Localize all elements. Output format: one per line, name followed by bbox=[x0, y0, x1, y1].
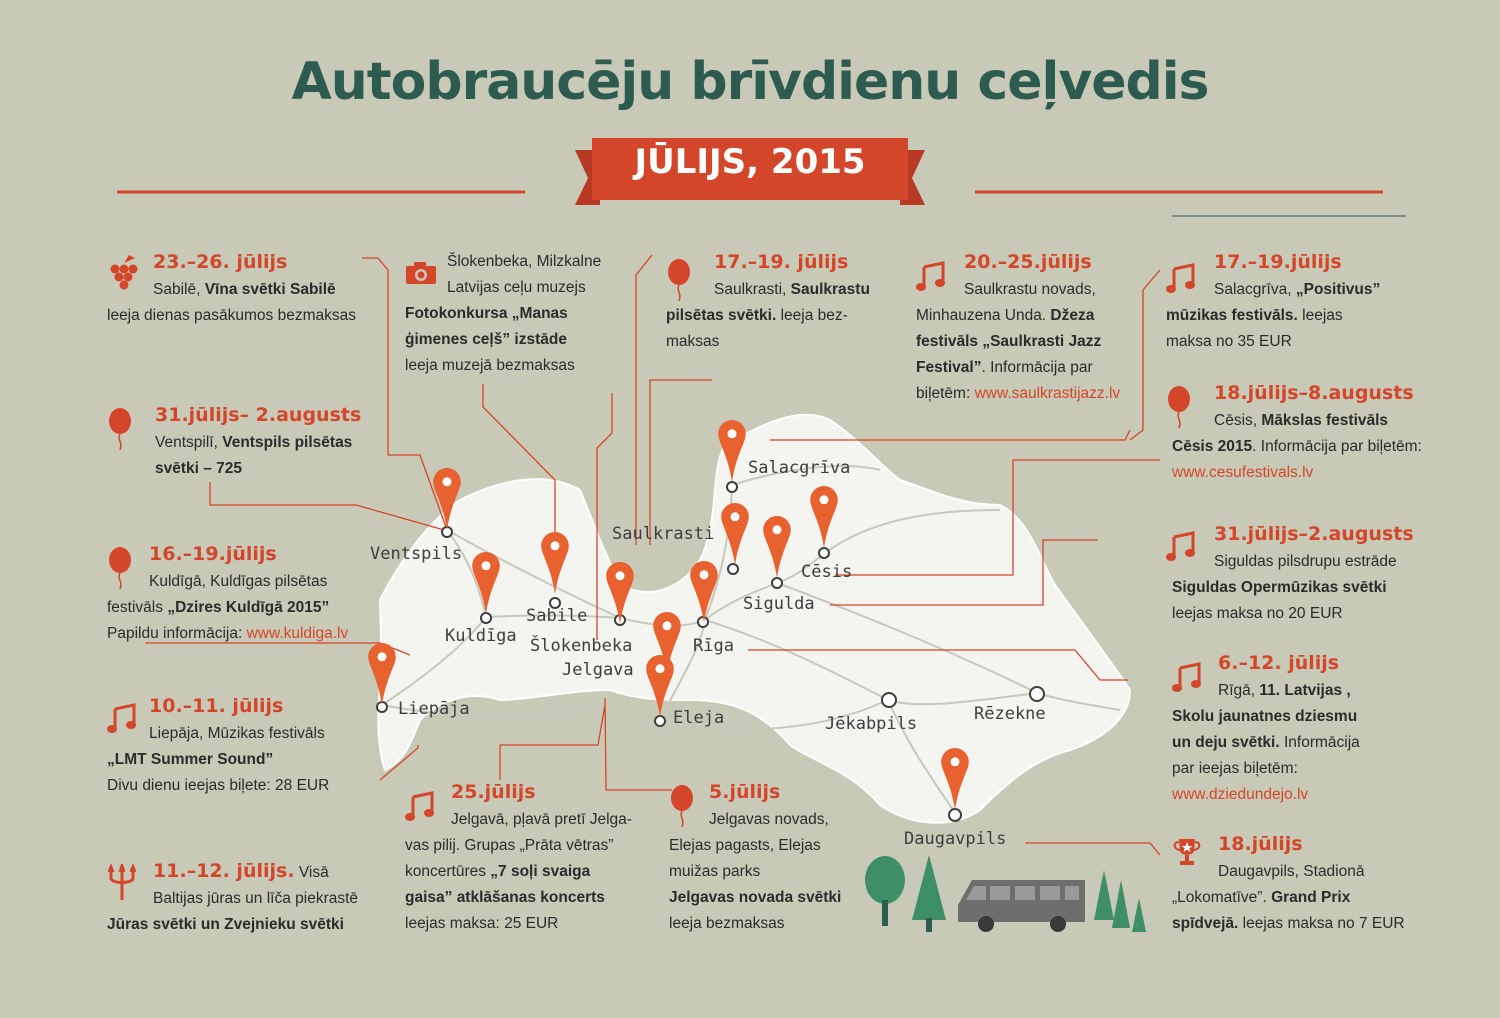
event-text: muižas parks bbox=[669, 863, 761, 880]
event-title: Jūras svētki un Zvejnieku svētki bbox=[107, 916, 344, 933]
event-text: „Lokomatīve”. bbox=[1172, 889, 1272, 906]
event-title: Cēsis 2015 bbox=[1172, 438, 1253, 455]
event-title: 11. Latvijas , bbox=[1259, 682, 1351, 699]
event-title: „7 soļi svaiga bbox=[490, 863, 591, 880]
event-text: leejas maksa: 25 EUR bbox=[405, 915, 559, 932]
event-date: 20.–25.jūlijs bbox=[964, 251, 1092, 273]
event-link[interactable]: www.kuldiga.lv bbox=[246, 625, 349, 642]
camera-icon bbox=[405, 261, 437, 285]
event-positivus bbox=[1166, 249, 1396, 355]
event-juras-svetki bbox=[107, 858, 397, 938]
event-title: pilsētas svētki. bbox=[666, 307, 777, 324]
event-title: Vīna svētki Sabilē bbox=[204, 281, 336, 298]
bus-icon bbox=[958, 880, 1085, 932]
event-text: Daugavpils, Stadionā bbox=[1218, 863, 1365, 880]
event-text: Papildu informācija: bbox=[107, 625, 247, 642]
city-label-eleja: Eleja bbox=[673, 708, 725, 728]
event-cesis bbox=[1166, 380, 1466, 486]
grapes-icon bbox=[107, 253, 141, 293]
city-label-kuldiga: Kuldīga bbox=[445, 626, 517, 646]
event-text: Informācija bbox=[1279, 734, 1360, 751]
city-label-ventspils: Ventspils bbox=[370, 544, 463, 564]
event-text: koncertūres bbox=[405, 863, 491, 880]
city-label-saulkrasti: Saulkrasti bbox=[612, 524, 715, 544]
event-text: Minhauzena Unda. bbox=[916, 307, 1051, 324]
event-text: leeja muzejā bezmaksas bbox=[405, 357, 575, 374]
event-date: 17.–19. jūlijs bbox=[714, 251, 849, 273]
event-jelgava bbox=[405, 779, 655, 937]
event-text: Saulkrastu novads, bbox=[964, 281, 1096, 298]
event-date: 31.jūlijs– 2.augusts bbox=[155, 404, 362, 426]
city-label-daugavpils: Daugavpils bbox=[904, 829, 1007, 849]
month-banner: JŪLIJS, 2015 bbox=[634, 142, 866, 182]
event-text: leejas maksa no 7 EUR bbox=[1238, 915, 1405, 932]
event-link[interactable]: www.saulkrastijazz.lv bbox=[974, 385, 1121, 402]
balloon-icon bbox=[669, 785, 695, 827]
music-icon bbox=[1166, 531, 1196, 561]
city-label-sabile: Sabile bbox=[526, 606, 588, 626]
city-label-jekabpils: Jēkabpils bbox=[825, 714, 918, 734]
event-text: par ieejas biļetēm: bbox=[1172, 760, 1298, 777]
event-ventspils bbox=[107, 402, 397, 482]
balloon-icon bbox=[666, 259, 692, 301]
event-sigulda bbox=[1166, 521, 1466, 627]
event-date: 6.–12. jūlijs bbox=[1218, 652, 1340, 674]
event-text: Salacgrīva, bbox=[1214, 281, 1296, 298]
balloon-icon bbox=[107, 547, 133, 589]
trophy-icon bbox=[1172, 837, 1202, 869]
event-text: biļetēm: bbox=[916, 385, 975, 402]
event-date: 16.–19.jūlijs bbox=[149, 543, 277, 565]
event-text: Šlokenbeka, Milzkalne bbox=[447, 253, 602, 270]
event-text: . Informācija par bbox=[981, 359, 1093, 376]
event-text: Jelgavā, pļavā pretī Jelga- bbox=[451, 811, 632, 828]
city-label-riga: Rīga bbox=[693, 636, 734, 656]
event-date: 10.–11. jūlijs bbox=[149, 695, 284, 717]
event-text: leeja dienas pasākumos bezmaksas bbox=[107, 307, 356, 324]
event-text: leeja bezmaksas bbox=[669, 915, 785, 932]
event-text: leejas bbox=[1297, 307, 1343, 324]
event-text: Visā bbox=[294, 864, 329, 881]
event-title: Skolu jaunatnes dziesmu bbox=[1172, 708, 1358, 725]
event-text: festivāls bbox=[107, 599, 168, 616]
city-label-liepaja: Liepāja bbox=[398, 699, 470, 719]
page-title: Autobraucēju brīvdienu ceļvedis bbox=[291, 52, 1209, 112]
event-saulkrasti bbox=[666, 249, 886, 355]
event-text: maksa no 35 EUR bbox=[1166, 333, 1292, 350]
balloon-icon bbox=[1166, 386, 1192, 428]
event-title: Festival” bbox=[916, 359, 982, 376]
music-icon bbox=[1166, 263, 1196, 293]
balloon-icon bbox=[107, 408, 133, 450]
trident-icon bbox=[107, 864, 137, 902]
event-title: Fotokonkursa „Manas bbox=[405, 305, 568, 322]
event-text: Divu dienu ieejas biļete: 28 EUR bbox=[107, 777, 330, 794]
event-title: „Positivus” bbox=[1295, 281, 1381, 298]
event-date: 5.jūlijs bbox=[709, 781, 781, 803]
event-kuldiga bbox=[107, 541, 397, 647]
event-text: Elejas pagasts, Elejas bbox=[669, 837, 821, 854]
music-icon bbox=[405, 791, 435, 821]
event-sabile bbox=[107, 249, 377, 329]
event-title: Siguldas Opermūzikas svētki bbox=[1172, 579, 1387, 596]
event-text: Ventspilī, bbox=[155, 434, 223, 451]
event-text: Latvijas ceļu muzejs bbox=[447, 279, 586, 296]
event-text: leeja bez- bbox=[776, 307, 848, 324]
event-title: un deju svētki. bbox=[1172, 734, 1280, 751]
event-liepaja bbox=[107, 693, 397, 799]
city-label-rezekne: Rēzekne bbox=[974, 704, 1046, 724]
event-text: vas pilij. Grupas „Prāta vētras” bbox=[405, 837, 614, 854]
event-date: 25.jūlijs bbox=[451, 781, 536, 803]
event-text: Kuldīgā, Kuldīgas pilsētas bbox=[149, 573, 328, 590]
event-title: „LMT Summer Sound” bbox=[107, 751, 274, 768]
music-icon bbox=[1172, 662, 1202, 692]
event-date: 31.jūlijs–2.augusts bbox=[1214, 523, 1414, 545]
event-title: ģimenes ceļš” izstāde bbox=[405, 331, 567, 348]
event-text: maksas bbox=[666, 333, 720, 350]
event-title: Mākslas festivāls bbox=[1261, 412, 1389, 429]
event-daugavpils bbox=[1172, 831, 1432, 937]
event-title: mūzikas festivāls. bbox=[1166, 307, 1298, 324]
event-text: Jelgavas novads, bbox=[709, 811, 829, 828]
event-title: „Dzires Kuldīgā 2015” bbox=[167, 599, 330, 616]
music-icon bbox=[916, 261, 946, 291]
event-text: . Informācija par biļetēm: bbox=[1252, 438, 1422, 455]
music-icon bbox=[107, 703, 137, 733]
city-label-sigulda: Sigulda bbox=[743, 594, 815, 614]
event-date: 18.jūlijs–8.augusts bbox=[1214, 382, 1414, 404]
event-saulkrasti-jazz bbox=[916, 249, 1146, 407]
event-slokenbeka bbox=[405, 249, 625, 379]
event-text: Siguldas pilsdrupu estrāde bbox=[1214, 553, 1397, 570]
event-text: Rīgā, bbox=[1218, 682, 1260, 699]
event-riga bbox=[1172, 650, 1432, 808]
event-title: Jelgavas novada svētki bbox=[669, 889, 842, 906]
city-label-cesis: Cēsis bbox=[801, 562, 853, 582]
event-date: 11.–12. jūlijs. bbox=[153, 860, 295, 882]
city-label-salacgriva: Salacgrīva bbox=[748, 458, 851, 478]
event-eleja bbox=[669, 779, 889, 937]
event-date: 18.jūlijs bbox=[1218, 833, 1303, 855]
event-text: Cēsis, bbox=[1214, 412, 1262, 429]
event-title: spīdvejā. bbox=[1172, 915, 1239, 932]
event-title: Grand Prix bbox=[1271, 889, 1351, 906]
event-title: Saulkrastu bbox=[790, 281, 870, 298]
event-title: Ventspils pilsētas bbox=[222, 434, 353, 451]
event-text: Sabilē, bbox=[153, 281, 205, 298]
event-text: Baltijas jūras un līča piekrastē bbox=[153, 890, 359, 907]
event-title: festivāls „Saulkrasti Jazz bbox=[916, 333, 1102, 350]
event-text: Liepāja, Mūzikas festivāls bbox=[149, 725, 325, 742]
event-title: gaisa” atklāšanas koncerts bbox=[405, 889, 605, 906]
event-title: svētki – 725 bbox=[155, 460, 243, 477]
event-link[interactable]: www.dziedundejo.lv bbox=[1172, 786, 1309, 803]
city-label-slokenbeka: Šlokenbeka bbox=[530, 636, 633, 656]
event-date: 17.–19.jūlijs bbox=[1214, 251, 1342, 273]
event-title: Džeza bbox=[1050, 307, 1095, 324]
event-text: leejas maksa no 20 EUR bbox=[1172, 605, 1343, 622]
event-link[interactable]: www.cesufestivals.lv bbox=[1172, 464, 1314, 481]
event-text: Saulkrasti, bbox=[714, 281, 791, 298]
event-date: 23.–26. jūlijs bbox=[153, 251, 288, 273]
city-label-jelgava: Jelgava bbox=[562, 660, 634, 680]
